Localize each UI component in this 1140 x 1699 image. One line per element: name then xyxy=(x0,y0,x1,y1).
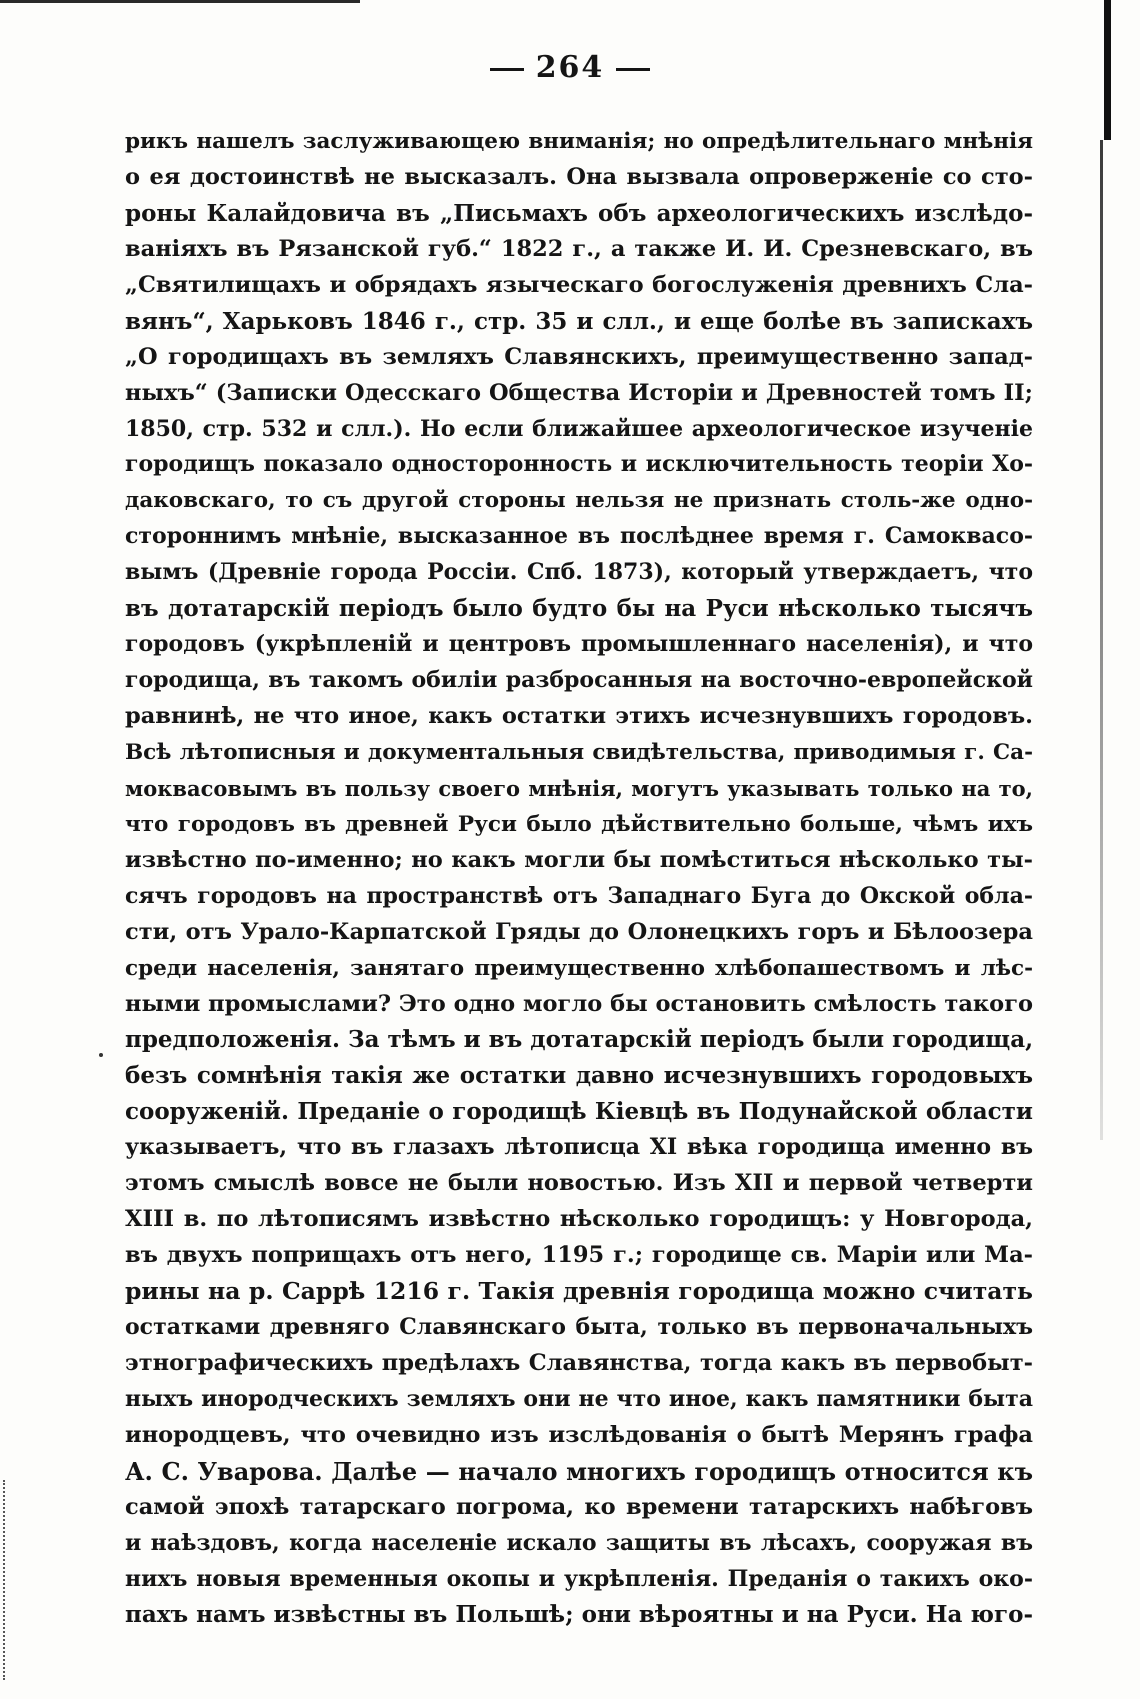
text-line: роны Калайдовича въ „Письмахъ объ археологическихъ изслѣдо- xyxy=(125,199,1033,227)
text-line: сти, отъ Урало-Карпатской Гряды до Олонецкихъ горъ и Бѣлоозера xyxy=(125,918,1033,945)
text-line: въ двухъ поприщахъ отъ него, 1195 г.; городище св. Маріи или Ма- xyxy=(125,1242,1033,1269)
text-line: о ея достоинствѣ не высказалъ. Она вызвала опроверженіе со сто- xyxy=(125,163,1033,190)
text-line: сооруженій. Преданіе о городищѣ Кіевцѣ въ Подунайской области xyxy=(125,1098,1033,1126)
text-line: городищъ показало односторонность и исключительность теоріи Хо- xyxy=(125,451,1033,478)
text-line: предположенія. За тѣмъ и въ дотатарскій періодъ были городища, xyxy=(125,1026,1033,1054)
text-line: въ дотатарскій періодъ было будто бы на Руси нѣсколько тысячъ xyxy=(125,595,1033,623)
header-dash-left xyxy=(490,68,524,71)
header-dash-right xyxy=(616,68,650,71)
text-line: извѣстно по-именно; но какъ могли бы помѣститься нѣсколько ты- xyxy=(125,846,1033,873)
page-number: 264 xyxy=(535,50,605,85)
text-line: ныхъ инородческихъ земляхъ они не что иное, какъ памятники быта xyxy=(125,1385,1033,1412)
text-line: этомъ смыслѣ вовсе не были новостью. Изъ XII и первой четверти xyxy=(125,1170,1033,1197)
text-line: вымъ (Древніе города Россіи. Спб. 1873), который утверждаетъ, что xyxy=(125,559,1033,586)
text-line: безъ сомнѣнія такія же остатки давно исчезнувшихъ городовыхъ xyxy=(125,1062,1033,1090)
text-line: 1850, стр. 532 и слл.). Но если ближайшее археологическое изученіе xyxy=(125,415,1033,442)
text-line: городовъ (укрѣпленій и центровъ промышленнаго населенія), и что xyxy=(125,631,1033,658)
text-line: среди населенія, занятаго преимущественно хлѣбопашествомъ и лѣс- xyxy=(125,955,1033,981)
text-line: равнинѣ, не что иное, какъ остатки этихъ исчезнувшихъ городовъ. xyxy=(125,703,1033,729)
text-line: „Святилищахъ и обрядахъ языческаго богослуженія древнихъ Сла- xyxy=(125,271,1033,298)
text-line: ваніяхъ въ Рязанской губ.“ 1822 г., а также И. И. Срезневскаго, въ xyxy=(125,235,1033,262)
body-text xyxy=(125,124,1033,1633)
page-number-header xyxy=(0,48,1140,88)
text-line: рикъ нашелъ заслуживающею вниманія; но опредѣлительнаго мнѣнія xyxy=(125,129,1033,154)
text-line: моквасовымъ въ пользу своего мнѣнія, могутъ указывать только на то, xyxy=(125,775,1033,801)
text-line: стороннимъ мнѣніе, высказанное въ послѣднее время г. Самоквасо- xyxy=(125,523,1033,550)
text-line: инородцевъ, что очевидно изъ изслѣдованія о бытѣ Мерянъ графа xyxy=(125,1421,1033,1448)
text-line: рины на р. Саррѣ 1216 г. Такія древнія городища можно считать xyxy=(125,1277,1033,1305)
text-line: А. С. Уварова. Далѣе — начало многихъ городищъ относится къ xyxy=(125,1456,1033,1486)
text-line: нихъ новыя временныя окопы и укрѣпленія. Преданія о такихъ око- xyxy=(125,1565,1033,1592)
text-line: даковскаго, то съ другой стороны нельзя не признать столь-же одно- xyxy=(125,488,1033,514)
text-line: самой эпохѣ татарскаго погрома, ко времени татарскихъ набѣговъ xyxy=(125,1493,1033,1520)
text-line: городища, въ такомъ обиліи разбросанныя на восточно-европейской xyxy=(125,667,1033,694)
text-line: XIII в. по лѣтописямъ извѣстно нѣсколько городищъ: у Новгорода, xyxy=(125,1206,1033,1233)
text-line: остатками древняго Славянскаго быта, только въ первоначальныхъ xyxy=(125,1313,1033,1340)
text-line: ныхъ“ (Записки Одесскаго Общества Исторіи и Древностей томъ II; xyxy=(125,379,1033,406)
text-line: Всѣ лѣтописныя и документальныя свидѣтельства, приводимыя г. Са- xyxy=(125,739,1033,765)
text-line: сячъ городовъ на пространствѣ отъ Западнаго Буга до Окской обла- xyxy=(125,882,1033,909)
text-line: пахъ намъ извѣстны въ Польшѣ; они вѣроятны и на Руси. На юго- xyxy=(125,1601,1033,1629)
text-line: указываетъ, что въ глазахъ лѣтописца XI вѣка городища именно въ xyxy=(125,1134,1033,1161)
scan-edge-right-shadow xyxy=(1100,140,1103,1140)
scan-edge-left xyxy=(3,1480,7,1680)
text-line: ными промыслами? Это одно могло бы остановить смѣлость такого xyxy=(125,990,1033,1017)
text-line: и наѣздовъ, когда населеніе искало защиты въ лѣсахъ, сооружая въ xyxy=(125,1529,1033,1556)
scan-edge-top xyxy=(0,0,360,3)
text-line: этнографическихъ предѣлахъ Славянства, тогда какъ въ первобыт- xyxy=(125,1349,1033,1376)
text-line: „О городищахъ въ земляхъ Славянскихъ, преимущественно запад- xyxy=(125,343,1033,370)
ink-speck xyxy=(99,1053,103,1057)
text-line: вянъ“, Харьковъ 1846 г., стр. 35 и слл., и еще болѣе въ запискахъ xyxy=(125,307,1033,335)
text-line: что городовъ въ древней Руси было дѣйствительно больше, чѣмъ ихъ xyxy=(125,811,1033,837)
